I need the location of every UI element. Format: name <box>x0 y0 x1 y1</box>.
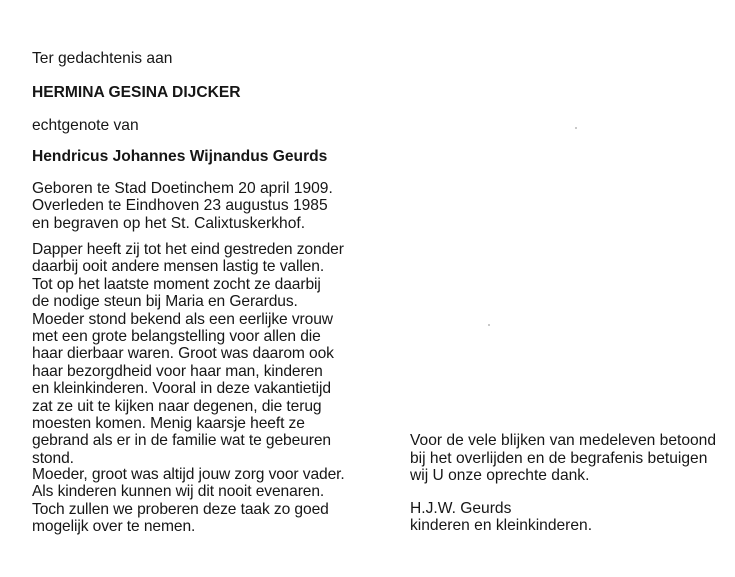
deceased-name: HERMINA GESINA DIJCKER <box>32 84 241 101</box>
signature-family: kinderen en kleinkinderen. <box>410 517 593 535</box>
tribute-line: Tot op het laatste moment zocht ze daarbij <box>32 275 321 293</box>
tribute-line: haar dierbaar waren. Groot was daarom ook <box>32 345 334 363</box>
tribute-line: stond. <box>32 449 74 467</box>
tribute-line: zat ze uit te kijken naar degenen, die terug <box>32 397 322 415</box>
poem-line: Moeder, groot was altijd jouw zorg voor vader. <box>32 466 345 483</box>
paper-speck <box>575 127 577 129</box>
tribute-paragraph <box>32 241 344 467</box>
tribute-line: haar bezorgdheid voor haar man, kinderen <box>32 362 323 380</box>
spouse-of-label: echtgenote van <box>32 117 139 134</box>
poem-paragraph <box>32 466 345 536</box>
poem-line: mogelijk over te nemen. <box>32 518 196 536</box>
tribute-line: de nodige steun bij Maria en Gerardus. <box>32 293 298 311</box>
tribute-line: moesten komen. Menig kaarsje heeft ze <box>32 415 305 433</box>
signature-name: H.J.W. Geurds <box>410 499 512 517</box>
thanks-line: Voor de vele blijken van medeleven betoond <box>410 432 717 449</box>
life-fact-line: Geboren te Stad Doetinchem 20 april 1909. <box>32 180 333 197</box>
thanks-paragraph <box>410 432 720 485</box>
tribute-line: Dapper heeft zij tot het eind gestreden zonder <box>32 241 344 258</box>
thanks-line: wij U onze oprechte dank. <box>410 467 590 485</box>
tribute-line: daarbij ooit andere mensen lastig te vallen. <box>32 258 325 276</box>
thanks-line: bij het overlijden en de begrafenis betuigen <box>410 449 708 467</box>
life-fact-line: en begraven op het St. Calixtuskerkhof. <box>32 214 306 232</box>
poem-line: Als kinderen kunnen wij dit nooit evenaren. <box>32 483 325 501</box>
life-facts <box>32 180 333 232</box>
in-memory-heading: Ter gedachtenis aan <box>32 50 173 67</box>
poem-line: Toch zullen we proberen deze taak zo goed <box>32 500 329 518</box>
life-fact-line: Overleden te Eindhoven 23 augustus 1985 <box>32 197 328 215</box>
paper-speck <box>488 324 490 326</box>
signature-block <box>410 500 720 535</box>
right-panel <box>410 432 720 535</box>
spouse-name: Hendricus Johannes Wijnandus Geurds <box>32 148 328 165</box>
tribute-line: met een grote belangstelling voor allen die <box>32 328 321 346</box>
tribute-line: gebrand als er in de familie wat te gebeuren <box>32 432 332 450</box>
tribute-line: Moeder stond bekend als een eerlijke vrouw <box>32 310 333 328</box>
tribute-line: en kleinkinderen. Vooral in deze vakantietijd <box>32 380 331 398</box>
